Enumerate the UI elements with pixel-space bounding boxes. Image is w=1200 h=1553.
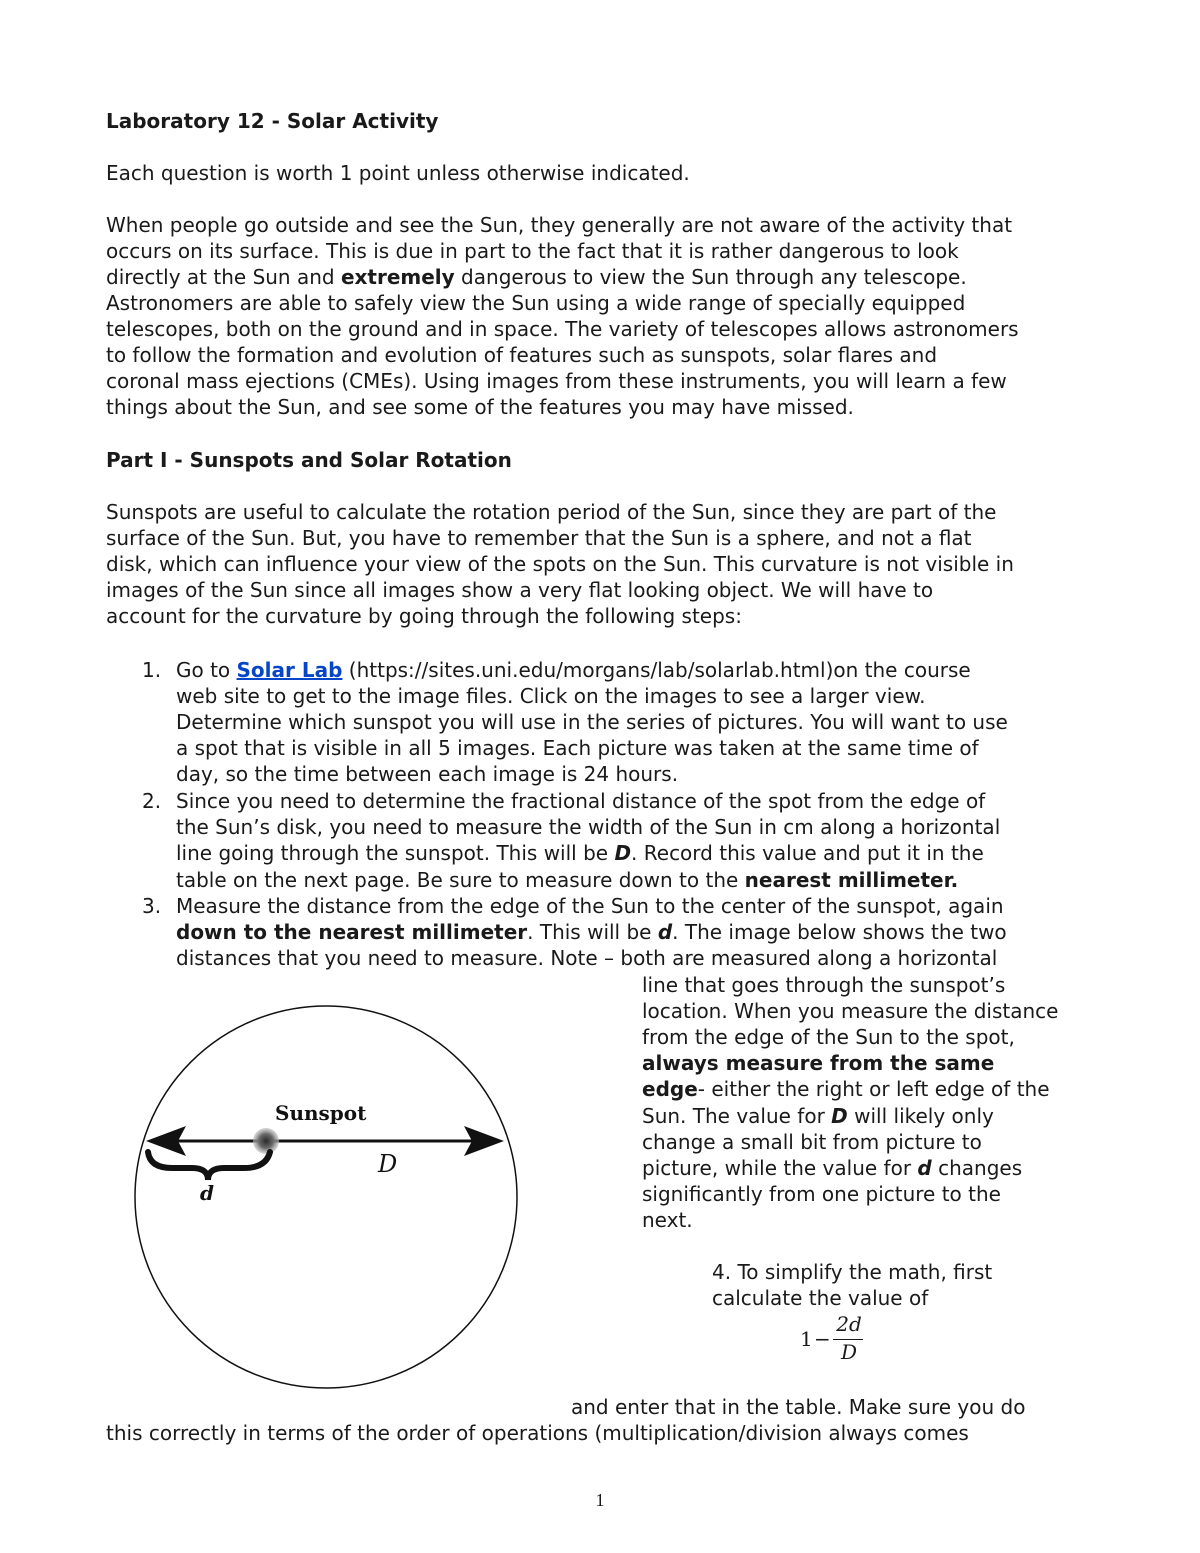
step-line: picture, while the value for d changes [642, 1156, 1023, 1180]
step-line: edge- either the right or left edge of the [642, 1077, 1050, 1101]
step-line: 4. To simplify the math, first [712, 1260, 993, 1284]
step-line: a spot that is visible in all 5 images. Each picture was taken at the same time of [176, 736, 979, 760]
part1-line: Sunspots are useful to calculate the rotation period of the Sun, since they are part of the [106, 500, 997, 524]
formula-minus: − [814, 1327, 831, 1351]
formula-numerator: 2d [836, 1312, 862, 1336]
step-line: down to the nearest millimeter. This will be d. The image below shows the two [176, 920, 1007, 944]
step-line: this correctly in terms of the order of operations (multiplication/division always comes [106, 1421, 969, 1445]
emphasis: down to the nearest millimeter [176, 920, 528, 944]
step-line: distances that you need to measure. Note – both are measured along a horizontal [176, 946, 998, 970]
variable-d: d [917, 1156, 932, 1180]
step-line: line going through the sunspot. This will be D. Record this value and put it in the [176, 841, 984, 865]
step-line: Since you need to determine the fractional distance of the spot from the edge of [176, 789, 986, 813]
section-heading: Part I - Sunspots and Solar Rotation [106, 448, 512, 472]
variable-D: D [831, 1104, 848, 1128]
step-line: next. [642, 1208, 693, 1232]
brace-d [148, 1152, 270, 1180]
step-line: always measure from the same [642, 1051, 995, 1075]
formula-denominator: D [840, 1340, 858, 1364]
step-line: line that goes through the sunspot’s [642, 973, 1006, 997]
part1-line: images of the Sun since all images show a very flat looking object. We will have to [106, 578, 934, 602]
D-label: D [378, 1150, 398, 1178]
formula-one: 1 [800, 1327, 813, 1351]
page-number: 1 [595, 1490, 605, 1510]
step-line: and enter that in the table. Make sure you do [571, 1395, 1026, 1419]
intro-line: things about the Sun, and see some of the features you may have missed. [106, 395, 854, 419]
intro-line: coronal mass ejections (CMEs). Using images from these instruments, you will learn a few [106, 369, 1007, 393]
page-title: Laboratory 12 - Solar Activity [106, 109, 439, 133]
step-line: location. When you measure the distance [642, 999, 1059, 1023]
intro-line: telescopes, both on the ground and in space. The variety of telescopes allows astronomers [106, 317, 1019, 341]
sun-disk [135, 1006, 517, 1388]
solar-lab-link[interactable]: Solar Lab [236, 658, 343, 682]
part1-line: account for the curvature by going through the following steps: [106, 604, 742, 628]
formula [800, 1312, 880, 1368]
intro-line: occurs on its surface. This is due in part to the fact that it is rather dangerous to look [106, 239, 959, 263]
variable-d: d [657, 920, 673, 944]
step-line: Determine which sunspot you will use in the series of pictures. You will want to use [176, 710, 1008, 734]
d-label: d [200, 1181, 214, 1205]
sunspot-marker [253, 1128, 279, 1154]
step-line: significantly from one picture to the [642, 1182, 1001, 1206]
part1-line: surface of the Sun. But, you have to remember that the Sun is a sphere, and not a flat [106, 526, 972, 550]
grading-note: Each question is worth 1 point unless otherwise indicated. [106, 161, 690, 185]
step-line: Measure the distance from the edge of the Sun to the center of the sunspot, again [176, 894, 1004, 918]
sun-diagram [120, 1000, 540, 1400]
emphasis-extremely: extremely [340, 265, 455, 289]
step-number: 3. [142, 894, 162, 918]
step-line: Sun. The value for D will likely only [642, 1104, 994, 1128]
step-line: table on the next page. Be sure to measure down to the nearest millimeter. [176, 868, 959, 892]
step-line: change a small bit from picture to [642, 1130, 982, 1154]
step-line: Go to Solar Lab (https://sites.uni.edu/morgans/lab/solarlab.html)on the course [176, 658, 971, 682]
step-number: 2. [142, 789, 162, 813]
step-number: 1. [142, 658, 162, 682]
step-line: day, so the time between each image is 24 hours. [176, 762, 679, 786]
intro-line: When people go outside and see the Sun, they generally are not aware of the activity that [106, 213, 1013, 237]
sunspot-label: Sunspot [275, 1101, 367, 1125]
intro-line: directly at the Sun and extremely dangerous to view the Sun through any telescope. [106, 265, 967, 289]
step-line: web site to get to the image files. Click on the images to see a larger view. [176, 684, 926, 708]
intro-line: Astronomers are able to safely view the Sun using a wide range of specially equipped [106, 291, 966, 315]
step-line: the Sun’s disk, you need to measure the width of the Sun in cm along a horizontal [176, 815, 1001, 839]
part1-line: disk, which can influence your view of the spots on the Sun. This curvature is not visible in [106, 552, 1014, 576]
step-line: from the edge of the Sun to the spot, [642, 1025, 1015, 1049]
variable-D: D [614, 841, 632, 865]
emphasis: nearest millimeter. [744, 868, 959, 892]
step-line: calculate the value of [712, 1286, 929, 1310]
intro-line: to follow the formation and evolution of features such as sunspots, solar flares and [106, 343, 938, 367]
